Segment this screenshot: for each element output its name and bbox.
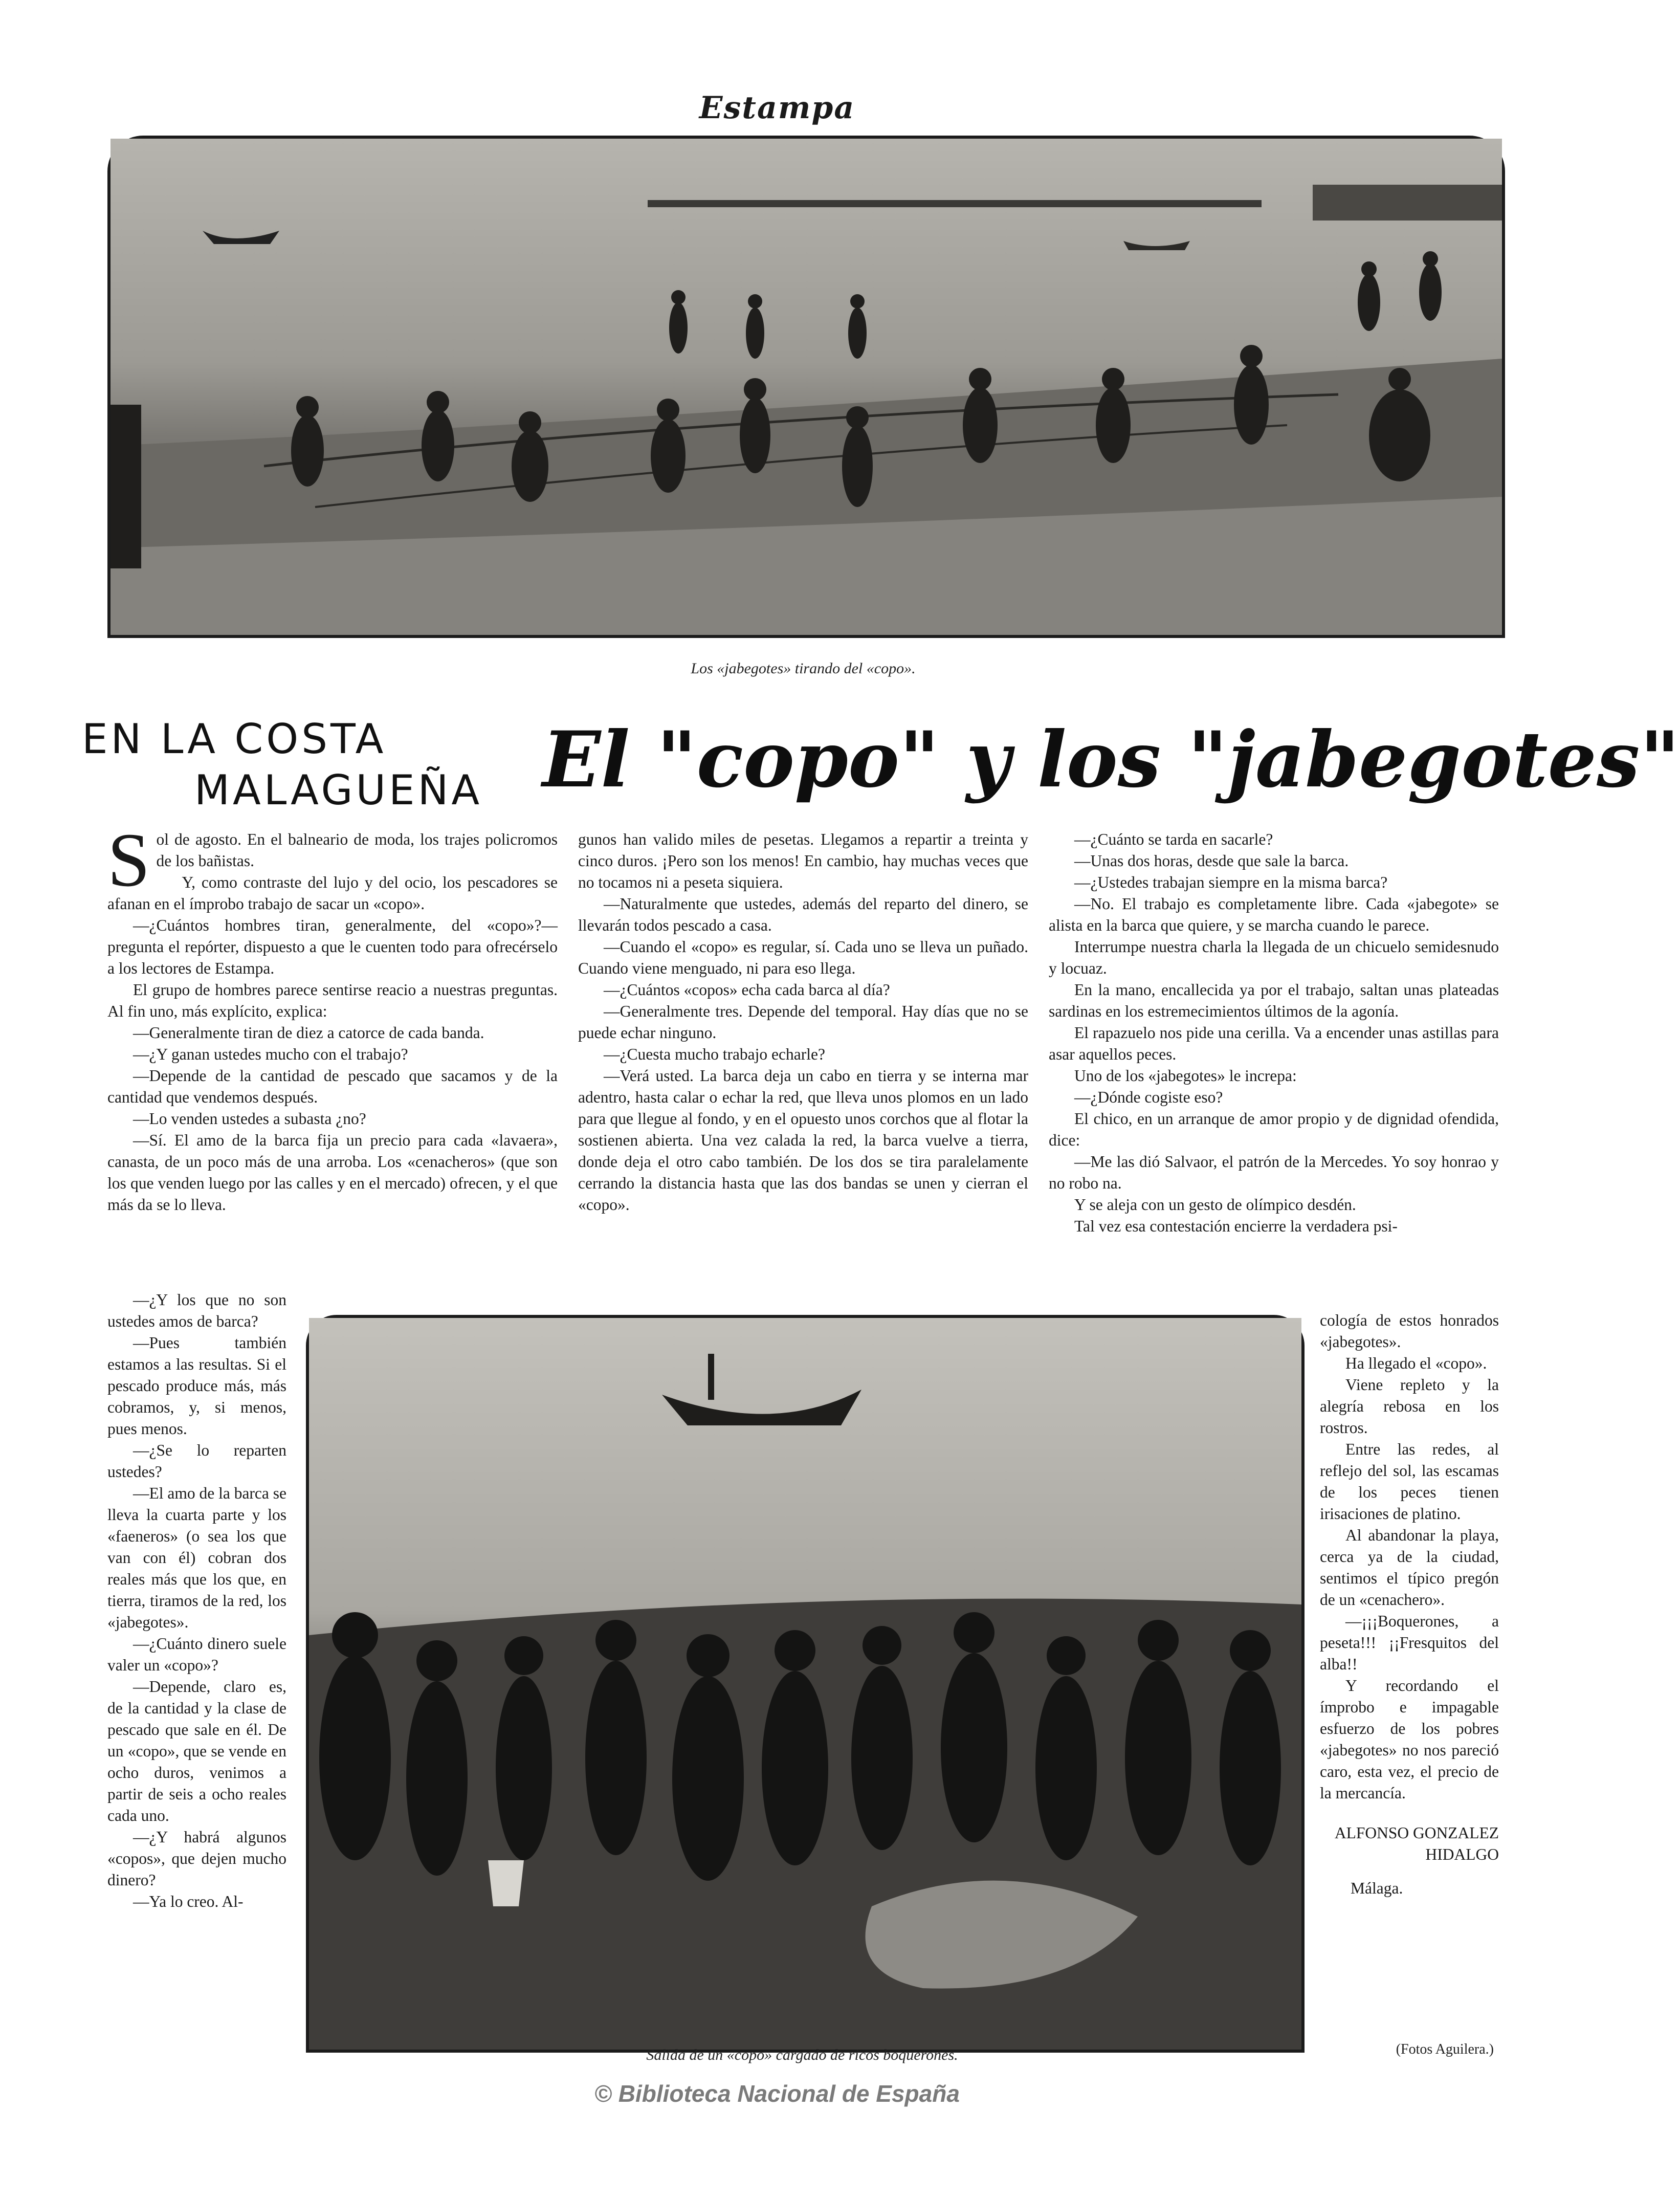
article-column-1	[107, 818, 558, 1216]
article-paragraph: —¿Cuántos hombres tiran, generalmente, del «copo»?— pregunta el repórter, dispuesto a que le cuenten todo para ofrecérselo a los lectores de Estampa.	[107, 916, 558, 977]
article-paragraph: El grupo de hombres parece sentirse reacio a nuestras preguntas. Al fin uno, más explícito, explica:	[107, 981, 558, 1020]
article-paragraph: —¿Se lo reparten ustedes?	[107, 1441, 286, 1481]
article-paragraph: Uno de los «jabegotes» le increpa:	[1074, 1067, 1297, 1085]
article-paragraph: Interrumpe nuestra charla la llegada de un chicuelo semidesnudo y locuaz.	[1049, 938, 1499, 977]
article-paragraph: —Depende de la cantidad de pescado que sacamos y de la cantidad que vendemos después.	[107, 1067, 558, 1106]
article-paragraph: El rapazuelo nos pide una cerilla. Va a encender unas astillas para asar aquellos peces.	[1049, 1024, 1499, 1063]
article-paragraph: —Naturalmente que ustedes, además del reparto del dinero, se llevarán todos pescado a casa.	[578, 895, 1028, 934]
article-paragraph: Al abandonar la playa, cerca ya de la ciudad, sentimos el típico pregón de un «cenachero».	[1320, 1526, 1499, 1609]
dateline-place: Málaga.	[1351, 1879, 1403, 1897]
article-column-3	[1049, 829, 1499, 1237]
dropcap: S	[107, 818, 150, 903]
article-paragraph: —¿Dónde cogiste eso?	[1074, 1088, 1223, 1106]
article-paragraph: —Verá usted. La barca deja un cabo en tierra y se interna mar adentro, hasta calar o echar la red, que lleva unos plomos en un lado para que llegue al fondo, y en el opuesto unos corchos que al flotar la sostienen abierta. Una vez calada la red, la barca vuelve a tierra, donde deja el otro cabo también. De los dos se tira paralelamente cerrando la distancia hasta que las dos bandas se unen y cierran el «copo».	[578, 1067, 1028, 1214]
article-paragraph: —Pues también estamos a las resultas. Si el pescado produce más, más cobramos, y, si menos, pues menos.	[107, 1334, 286, 1438]
article-paragraph: —Generalmente tiran de diez a catorce de cada banda.	[133, 1024, 484, 1042]
article-paragraph: gunos han valido miles de pesetas. Llegamos a repartir a treinta y cinco duros. ¡Pero son los menos! En cambio, hay muchas veces que no tocamos ni a peseta siquiera.	[578, 830, 1028, 891]
article-paragraph: Sol de agosto. En el balneario de moda, los trajes policromos de los bañistas.	[107, 818, 558, 903]
photo-top-caption: Los «jabegotes» tirando del «copo».	[691, 660, 916, 677]
article-paragraph: —¿Cuánto se tarda en sacarle?	[1074, 830, 1273, 848]
author-signature: ALFONSO GONZALEZ HIDALGO	[1334, 1824, 1499, 1863]
photo-bottom-illustration	[309, 1318, 1301, 2050]
article-paragraph: —¿Cuántos «copos» echa cada barca al día?	[604, 981, 890, 999]
article-paragraph: —¿Cuánto dinero suele valer un «copo»?	[107, 1635, 286, 1674]
photo-copo-unloaded	[306, 1315, 1305, 2053]
article-paragraph: —¿Cuesta mucho trabajo echarle?	[604, 1045, 825, 1063]
section-kicker	[82, 714, 532, 816]
kicker-line-1: EN LA COSTA	[82, 715, 387, 763]
article-paragraph: —¡¡¡Boquerones, a peseta!!! ¡¡Fresquitos del alba!!	[1320, 1612, 1499, 1673]
article-paragraph: —¿Ustedes trabajan siempre en la misma barca?	[1074, 873, 1388, 891]
article-paragraph: Entre las redes, al reflejo del sol, las escamas de los peces tienen irisaciones de platino.	[1320, 1440, 1499, 1523]
article-paragraph: —Cuando el «copo» es regular, sí. Cada uno se lleva un puñado. Cuando viene menguado, ni para eso llega.	[578, 938, 1028, 977]
article-paragraph: —¿Y ganan ustedes mucho con el trabajo?	[133, 1045, 408, 1063]
article-paragraph: —¿Y los que no son ustedes amos de barca?	[107, 1291, 286, 1330]
article-column-2	[578, 829, 1028, 1216]
article-paragraph: El chico, en un arranque de amor propio y de dignidad ofendida, dice:	[1049, 1110, 1499, 1149]
photo-top-illustration	[110, 139, 1502, 635]
article-paragraph: —Lo venden ustedes a subasta ¿no?	[133, 1110, 366, 1128]
kicker-line-2: MALAGUEÑA	[194, 766, 483, 814]
article-column-3-narrow	[1320, 1310, 1499, 1899]
photo-credit: (Fotos Aguilera.)	[1396, 2041, 1494, 2057]
article-paragraph: —Me las dió Salvaor, el patrón de la Mercedes. Yo soy honrao y no robo na.	[1049, 1153, 1499, 1192]
masthead: Estampa	[699, 90, 855, 126]
article-paragraph: En la mano, encallecida ya por el trabajo, saltan unas plateadas sardinas en los estremecimientos últimos de la agonía.	[1049, 981, 1499, 1020]
article-paragraph: —Sí. El amo de la barca fija un precio para cada «lavaera», canasta, de un poco más de una arroba. Los «cenacheros» (que son los que venden luego por las calles y en el mercado) ofrecen, y el que más da se lo lleva.	[107, 1131, 558, 1214]
photo-bottom-caption: Salida de un «copo» cargado de ricos boquerones.	[646, 2047, 958, 2063]
article-paragraph: —Generalmente tres. Depende del temporal. Hay días que no se puede echar ninguno.	[578, 1002, 1028, 1042]
article-paragraph: Viene repleto y la alegría rebosa en los rostros.	[1320, 1376, 1499, 1437]
article-paragraph: —Ya lo creo. Al-	[133, 1893, 244, 1910]
photo-fishermen-pulling-net	[107, 136, 1505, 638]
article-headline: El "copo" y los "jabegotes"	[542, 715, 1680, 805]
article-paragraph: —No. El trabajo es completamente libre. Cada «jabegote» se alista en la barca que quiere, y se marcha cuando le parece.	[1049, 895, 1499, 934]
article-paragraph: cología de estos honrados «jabegotes».	[1320, 1311, 1499, 1351]
copyright-watermark: © Biblioteca Nacional de España	[594, 2080, 960, 2107]
article-paragraph: Y se aleja con un gesto de olímpico desdén.	[1074, 1196, 1356, 1214]
article-paragraph: Tal vez esa contestación encierre la verdadera psi-	[1074, 1217, 1398, 1235]
article-paragraph: Y recordando el ímprobo e impagable esfuerzo de los pobres «jabegotes» no nos pareció caro, esta vez, el precio de la mercancía.	[1320, 1677, 1499, 1802]
article-paragraph: —¿Y habrá algunos «copos», que dejen mucho dinero?	[107, 1828, 286, 1889]
article-paragraph: Y, como contraste del lujo y del ocio, los pescadores se afanan en el ímprobo trabajo de sacar un «copo».	[107, 873, 558, 913]
article-paragraph: —El amo de la barca se lleva la cuarta parte y los «faeneros» (o sea los que van con él) cobran dos reales más que los que, en tierra, tiramos de la red, los «jabegotes».	[107, 1484, 286, 1631]
article-paragraph: —Depende, claro es, de la cantidad y la clase de pescado que sale en él. De un «copo», que se vende en ocho duros, venimos a partir de seis a ocho reales cada uno.	[107, 1678, 286, 1824]
article-column-1-narrow	[107, 1289, 286, 1912]
article-paragraph: —Unas dos horas, desde que sale la barca.	[1074, 852, 1349, 870]
article-paragraph: Ha llegado el «copo».	[1345, 1354, 1487, 1372]
